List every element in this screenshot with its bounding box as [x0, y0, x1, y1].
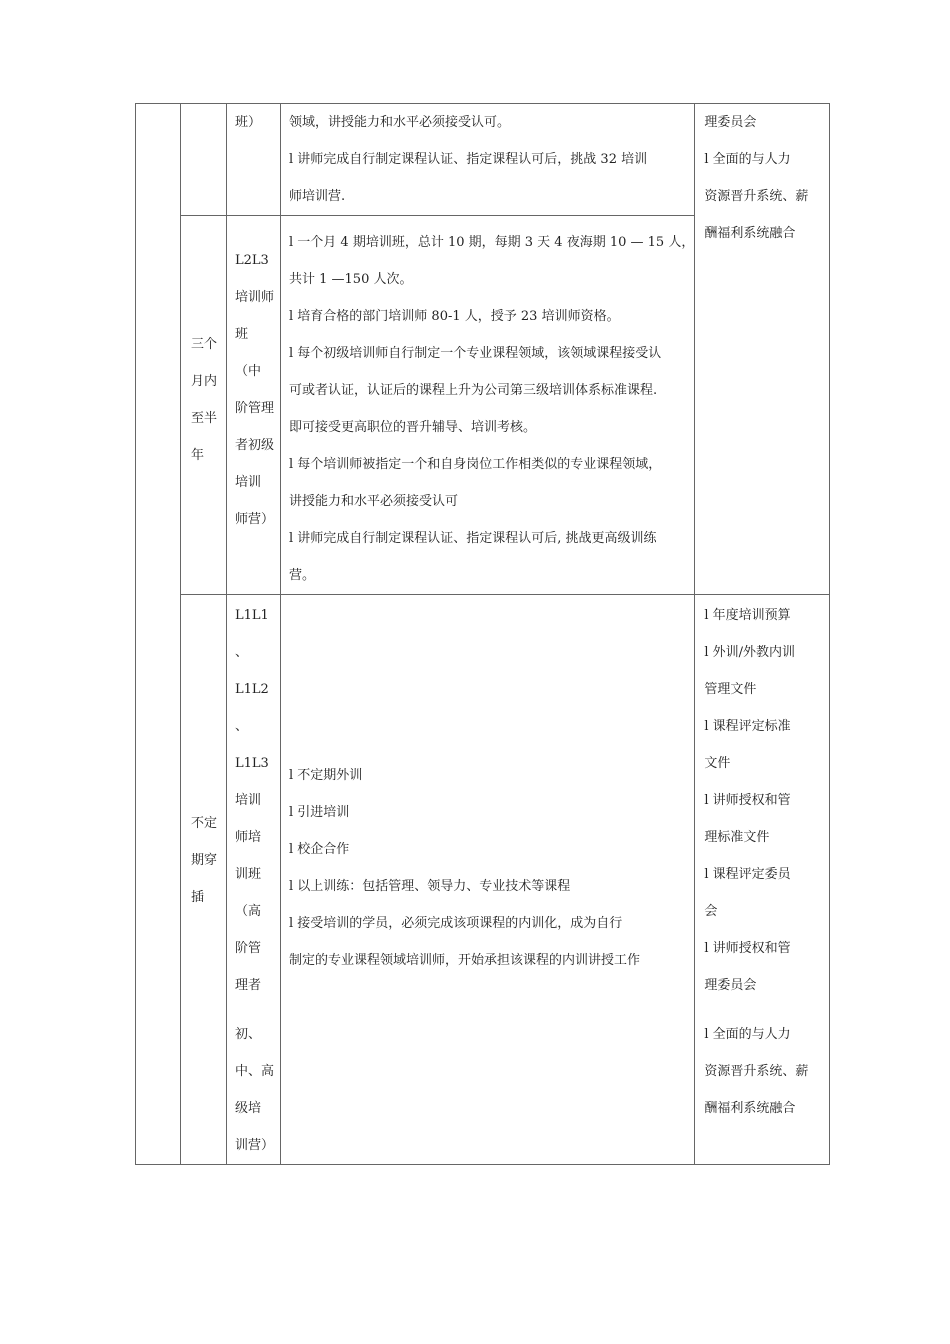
stage-line: 期穿: [191, 853, 218, 868]
level-line: 初、: [235, 1027, 262, 1042]
support-line: 酬福利系统融合: [704, 226, 796, 241]
support-line: l 外训/外教内训: [704, 645, 795, 660]
content-line: l 引进培训: [289, 805, 350, 820]
support-line: l 全面的与人力: [704, 152, 791, 167]
table-row: [136, 104, 830, 216]
level-line: 理者: [235, 978, 262, 993]
level-cell: [227, 216, 281, 595]
content-line: l 以上训练：包括管理、领导力、专业技术等课程: [289, 879, 571, 894]
level-line: L1L2: [235, 682, 269, 697]
content-line: l 不定期外训: [289, 768, 363, 783]
level-line: 班: [235, 327, 249, 342]
content-line: l 讲师完成自行制定课程认证、指定课程认可后，挑战 32 培训: [289, 152, 648, 167]
content-cell: [281, 595, 695, 1165]
level-line: L1L3: [235, 756, 269, 771]
level-line: 阶管理: [235, 401, 275, 416]
level-line: L1L1: [235, 608, 269, 623]
support-line: 理委员会: [704, 115, 757, 130]
content-line: l 每个培训师被指定一个和自身岗位工作相类似的专业课程领域，: [289, 457, 662, 472]
level-line: 中、高: [235, 1064, 275, 1079]
content-line: l 一个月 4 期培训班，总计 10 期，每期 3 天 4 夜海期 10 — 15 人，: [289, 235, 695, 250]
support-line: 管理文件: [704, 682, 757, 697]
support-line: l 全面的与人力: [704, 1027, 791, 1042]
support-line: l 课程评定委员: [704, 867, 791, 882]
support-line: l 课程评定标准: [704, 719, 791, 734]
stage-line: 月内: [191, 374, 218, 389]
support-line: l 讲师授权和管: [704, 941, 791, 956]
level-line: 、: [235, 645, 249, 660]
support-line: 资源晋升系统、薪: [704, 1064, 809, 1079]
content-line: 制定的专业课程领域培训师，开始承担该课程的内训讲授工作: [289, 953, 641, 968]
content-line: l 接受培训的学员，必须完成该项课程的内训化，成为自行: [289, 916, 623, 931]
stage-line: 至半: [191, 411, 218, 426]
content-line: l 讲师完成自行制定课程认证、指定课程认可后, 挑战更高级训练: [289, 531, 657, 546]
level-line: 班）: [235, 115, 262, 130]
level-line: 者初级: [235, 438, 275, 453]
content-line: 讲授能力和水平必须接受认可: [289, 494, 459, 509]
stage-line: 不定: [191, 816, 218, 831]
content-line: l 培育合格的部门培训师 80-1 人，授予 23 培训师资格。: [289, 309, 620, 324]
stage-line: 三个: [191, 337, 218, 352]
level-line: （中: [235, 364, 262, 379]
training-plan-table: [135, 103, 830, 1165]
content-line: 共计 1 —150 人次。: [289, 272, 413, 287]
support-line: l 讲师授权和管: [704, 793, 791, 808]
stage-cell: [181, 216, 227, 595]
level-line: 训班: [235, 867, 262, 882]
level-line: 师营）: [235, 512, 275, 527]
support-cell: [695, 595, 830, 1165]
support-line: l 年度培训预算: [704, 608, 791, 623]
content-line: 营。: [289, 568, 316, 583]
level-line: L2L3: [235, 253, 269, 268]
level-line: 级培: [235, 1101, 262, 1116]
level-line: 培训: [235, 793, 262, 808]
level-line: 、: [235, 719, 249, 734]
blank-first-column: [136, 104, 181, 1165]
support-line: 理委员会: [704, 978, 757, 993]
support-cell: [695, 104, 830, 595]
content-line: l 校企合作: [289, 842, 350, 857]
content-line: l 每个初级培训师自行制定一个专业课程领域，该领域课程接受认: [289, 346, 662, 361]
content-line: 领域，讲授能力和水平必须接受认可。: [289, 115, 511, 130]
level-cell: [227, 595, 281, 1165]
support-line: 理标准文件: [704, 830, 770, 845]
stage-line: 插: [191, 890, 205, 905]
content-line: 师培训营.: [289, 189, 346, 204]
support-line: 资源晋升系统、薪: [704, 189, 809, 204]
level-line: 阶管: [235, 941, 262, 956]
content-line: 即可接受更高职位的晋升辅导、培训考核。: [289, 420, 537, 435]
stage-cell: [181, 595, 227, 1165]
support-line: 酬福利系统融合: [704, 1101, 796, 1116]
support-line: 文件: [704, 756, 731, 771]
content-cell: [281, 104, 695, 216]
stage-cell: [181, 104, 227, 216]
level-cell: [227, 104, 281, 216]
content-line: 可或者认证，认证后的课程上升为公司第三级培训体系标准课程.: [289, 383, 658, 398]
table-row: [136, 595, 830, 1165]
stage-line: 年: [191, 448, 205, 463]
content-cell: [281, 216, 695, 595]
level-line: 培训师: [235, 290, 275, 305]
level-line: 培训: [235, 475, 262, 490]
level-line: 训营）: [235, 1138, 275, 1153]
support-line: 会: [704, 904, 718, 919]
level-line: 师培: [235, 830, 262, 845]
level-line: （高: [235, 904, 262, 919]
